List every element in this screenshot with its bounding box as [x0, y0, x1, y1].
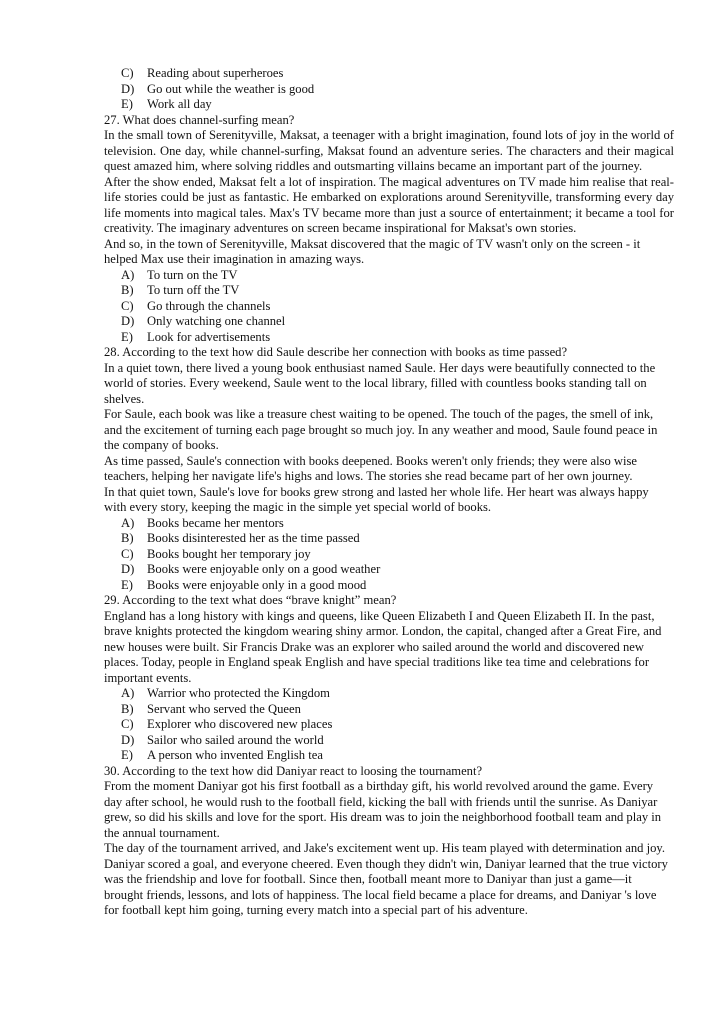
question-28 — [104, 345, 674, 593]
q28-paragraph-4: In that quiet town, Saule's love for books grew strong and lasted her whole life. Her heart was always happy with every story, keeping the magic in the simple yet special world of books. — [104, 484, 649, 514]
q30-paragraph-1: From the moment Daniyar got his first football as a birthday gift, his world revolved around the game. Every day after school, he would rush to the football field, kicking the ball with friends until the sunrise. As Daniyar grew, so did his skills and love for the sport. His dream was to join the neighborhood football team and play in the annual tournament. — [104, 779, 662, 840]
option-d: D) Only watching one channel — [121, 314, 286, 328]
option-c: C) Go through the channels — [121, 298, 271, 313]
option-c: C) Books bought her temporary joy — [121, 546, 311, 561]
option-d: D) Sailor who sailed around the world — [121, 732, 324, 747]
question-28-prompt: 28. According to the text how did Saule describe her connection with books as time passed? — [104, 345, 568, 359]
q28-paragraph-1: In a quiet town, there lived a young book enthusiast named Saule. Her days were beautifully connected to the world of stories. Every weekend, Saule went to the local library, filled with countless books standing tall on shelves. — [104, 360, 656, 406]
option-a: A) Books became her mentors — [121, 515, 284, 530]
option-e: E) Work all day — [121, 97, 212, 111]
q27-paragraph-1: In the small town of Serenityville, Maksat, a teenager with a bright imagination, found lots of joy in the world of television. One day, while channel-surfing, Maksat found an adventure series. The characters and their magical quest amazed him, where solving riddles and outsmarting villains became an important part of the journey. — [104, 128, 674, 173]
question-29-prompt: 29. According to the text what does “brave knight” mean? — [104, 593, 397, 607]
question-30 — [104, 764, 674, 919]
worksheet-page — [104, 66, 674, 919]
q28-paragraph-3: As time passed, Saule's connection with books deepened. Books weren't only friends; they were also wise teachers, helping her navigate life's highs and lows. The stories she read became part of her own journey. — [104, 453, 638, 483]
option-c: C) Reading about superheroes — [121, 66, 284, 80]
question-30-prompt: 30. According to the text how did Daniyar react to loosing the tournament? — [104, 763, 483, 778]
option-e: E) Books were enjoyable only in a good mood — [121, 577, 367, 592]
option-d: D) Go out while the weather is good — [121, 81, 315, 96]
q28-paragraph-2: For Saule, each book was like a treasure chest waiting to be opened. The touch of the pages, the smell of ink, and the excitement of turning each page brought so much joy. In any weather and mood, Saule found peace in the company of books. — [104, 407, 658, 452]
option-e: E) Look for advertisements — [121, 329, 271, 344]
q30-paragraph-2: The day of the tournament arrived, and Jake's excitement went up. His team played with determination and joy. Daniyar scored a goal, and everyone cheered. Even though they didn't win, Daniyar learned that the true victory was the friendship and love for football. Since then, football meant more to Daniyar than just a game—it brought friends, lessons, and lots of happiness. The local field became a place for dreams, and Daniyar 's love for football kept him going, turning every match into a special part of his adventure. — [104, 841, 668, 917]
q27-paragraph-3: And so, in the town of Serenityville, Maksat discovered that the magic of TV wasn't only on the screen - it helped Max use their imagination in amazing ways. — [104, 236, 641, 266]
option-b: B) Books disinterested her as the time passed — [121, 531, 360, 545]
question-28-options — [104, 516, 674, 594]
option-a: A) Warrior who protected the Kingdom — [121, 686, 330, 700]
question-27 — [104, 113, 674, 346]
option-a: A) To turn on the TV — [121, 267, 238, 282]
q29-paragraph-1: England has a long history with kings and queens, like Queen Elizabeth I and Queen Elizabeth II. In the past, brave knights protected the kingdom wearing shiny armor. London, the capital, changed after a Great Fire, and new houses were built. Sir Francis Drake was an explorer who sailed around the world and discovered new places. Today, people in England speak English and have special traditions like tea time and celebrations for important events. — [104, 608, 662, 685]
option-d: D) Books were enjoyable only on a good weather — [121, 562, 381, 576]
option-c: C) Explorer who discovered new places — [121, 717, 333, 731]
option-b: B) Servant who served the Queen — [121, 701, 301, 716]
question-29-options — [104, 686, 674, 764]
option-b: B) To turn off the TV — [121, 283, 240, 297]
option-e: E) A person who invented English tea — [121, 748, 323, 762]
prev-question-options — [104, 66, 674, 113]
question-29 — [104, 593, 674, 764]
question-27-options — [104, 268, 674, 346]
q27-paragraph-2: After the show ended, Maksat felt a lot of inspiration. The magical adventures on TV made him realise that real-life stories could be just as fantastic. He embarked on explorations around Serenityville, transforming every day life moments into magical tales. Max's TV became more than just a source of entertainment; it became a tool for creativity. The imaginary adventures on screen became inspirational for Maksat's own stories. — [104, 174, 674, 235]
question-27-prompt: 27. What does channel-surfing mean? — [104, 112, 295, 127]
